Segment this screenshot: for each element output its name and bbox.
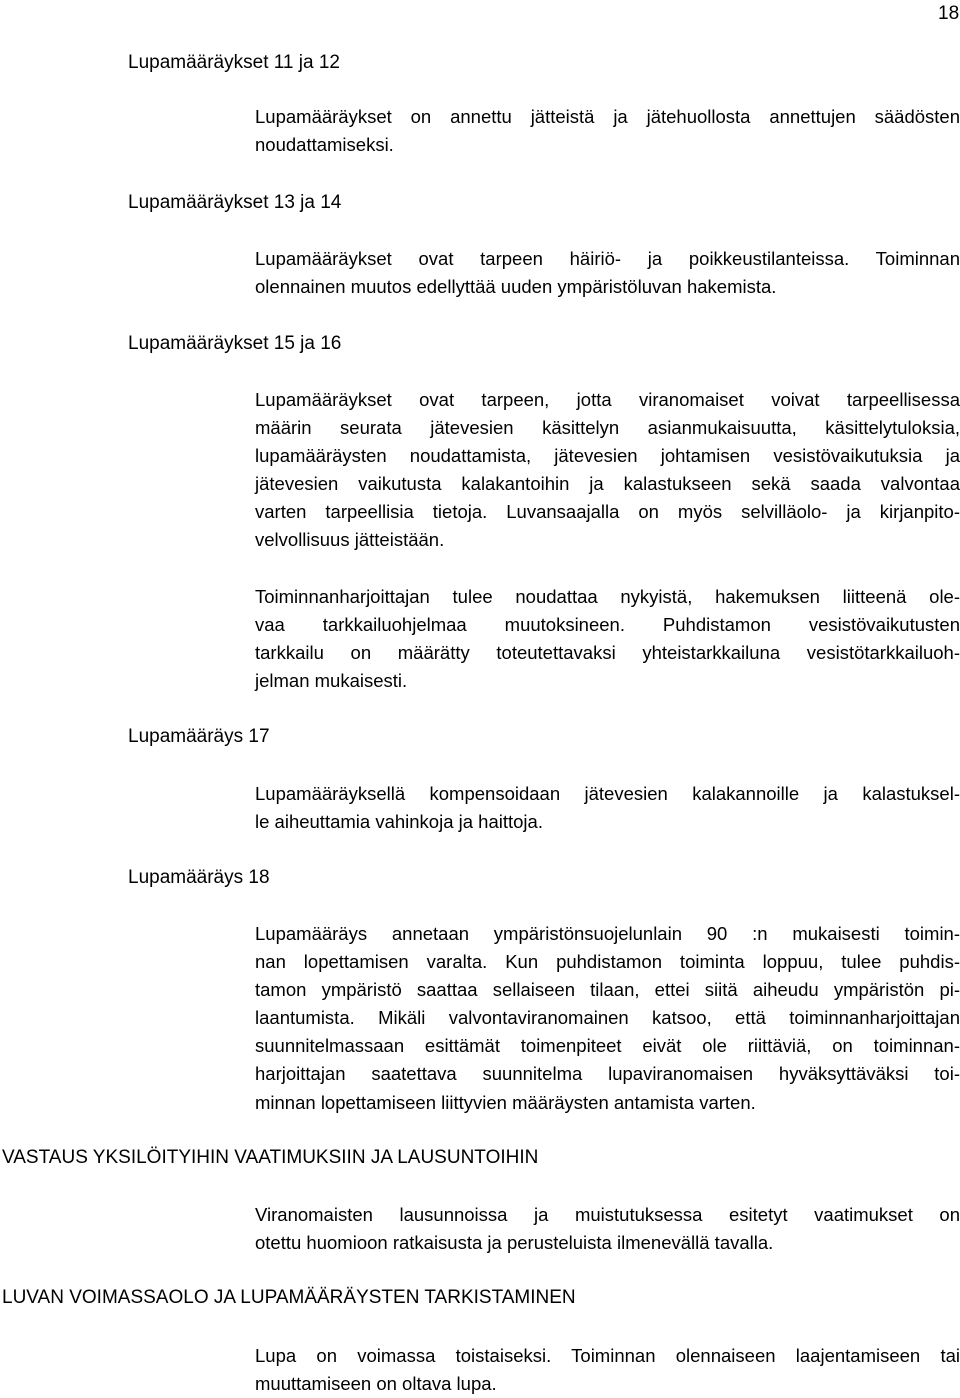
page-number: 18 bbox=[938, 3, 960, 24]
text-line: Lupamääräykset ovat tarpeen häiriö- ja poikkeustilanteissa. Toiminnan bbox=[255, 248, 960, 269]
text-line: vaa tarkkailuohjelmaa muutoksineen. Puhdistamon vesistövaikutusten bbox=[255, 614, 960, 636]
text-line: laantumista. Mikäli valvontaviranomainen katsoo, että toiminnanharjoittajan bbox=[255, 1007, 960, 1029]
section-heading-vastaus: VASTAUS YKSILÖITYIHIN VAATIMUKSIIN JA LAUSUNTOIHIN bbox=[2, 1147, 539, 1168]
text-line: varten tarpeellisia tietoja. Luvansaajalla on myös selvilläolo- ja kirjanpito- bbox=[255, 501, 960, 523]
paragraph-lupamaaraykset-15-16-a bbox=[255, 386, 960, 555]
heading-lupamaarays-17: Lupamääräys 17 bbox=[128, 726, 270, 747]
paragraph-lupamaarays-18 bbox=[255, 920, 960, 1117]
paragraph-lupamaaraykset-15-16-b bbox=[255, 583, 960, 695]
text-line: noudattamiseksi. bbox=[255, 134, 394, 156]
text-line: suunnitelmassaan esittämät toimenpiteet eivät ole riittäviä, on toiminnan- bbox=[255, 1035, 960, 1057]
heading-lupamaaraykset-13-14: Lupamääräykset 13 ja 14 bbox=[128, 192, 342, 213]
text-line: Lupamääräys annetaan ympäristönsuojelunlain 90 :n mukaisesti toimin- bbox=[255, 923, 960, 944]
text-line: Toiminnanharjoittajan tulee noudattaa nykyistä, hakemuksen liitteenä ole- bbox=[255, 586, 960, 607]
heading-lupamaarays-18: Lupamääräys 18 bbox=[128, 867, 270, 888]
text-line: minnan lopettamiseen liittyvien määräysten antamista varten. bbox=[255, 1091, 756, 1113]
text-line: jätevesien vaikutusta kalakantoihin ja kalastukseen sekä saada valvontaa bbox=[255, 473, 960, 495]
paragraph-luvan-voimassaolo bbox=[255, 1342, 960, 1398]
text-line: Lupamääräykset on annettu jätteistä ja jätehuollosta annettujen säädösten bbox=[255, 106, 960, 127]
text-line: olennainen muutos edellyttää uuden ympäristöluvan hakemista. bbox=[255, 276, 777, 298]
text-line: otettu huomioon ratkaisusta ja perusteluista ilmenevällä tavalla. bbox=[255, 1232, 774, 1254]
text-line: tarkkailu on määrätty toteutettavaksi yhteistarkkailuna vesistötarkkailuoh- bbox=[255, 642, 960, 664]
heading-lupamaaraykset-15-16: Lupamääräykset 15 ja 16 bbox=[128, 333, 342, 354]
paragraph-lupamaaraykset-11-12 bbox=[255, 103, 960, 159]
text-line: määrin seurata jätevesien käsittelyn asianmukaisuutta, käsittelytuloksia, bbox=[255, 417, 960, 439]
text-line: Lupamääräykset ovat tarpeen, jotta viranomaiset voivat tarpeellisessa bbox=[255, 389, 960, 410]
text-line: tamon ympäristö saattaa sellaiseen tilaan, ettei siitä aiheudu ympäristön pi- bbox=[255, 979, 960, 1001]
text-line: harjoittajan saatettava suunnitelma lupaviranomaisen hyväksyttäväksi toi- bbox=[255, 1063, 960, 1085]
paragraph-lupamaaraykset-13-14 bbox=[255, 245, 960, 301]
text-line: nan lopettamisen varalta. Kun puhdistamon toiminta loppuu, tulee puhdis- bbox=[255, 951, 960, 973]
text-line: le aiheuttamia vahinkoja ja haittoja. bbox=[255, 811, 543, 833]
text-line: velvollisuus jätteistään. bbox=[255, 529, 445, 551]
heading-lupamaaraykset-11-12: Lupamääräykset 11 ja 12 bbox=[128, 52, 340, 73]
text-line: jelman mukaisesti. bbox=[255, 670, 408, 692]
text-line: Viranomaisten lausunnoissa ja muistutuksessa esitetyt vaatimukset on bbox=[255, 1204, 960, 1225]
text-line: Lupamääräyksellä kompensoidaan jätevesien kalakannoille ja kalastuksel- bbox=[255, 783, 960, 804]
text-line: Lupa on voimassa toistaiseksi. Toiminnan olennaiseen laajentamiseen tai bbox=[255, 1345, 960, 1366]
paragraph-vastaus bbox=[255, 1201, 960, 1257]
section-heading-luvan-voimassaolo: LUVAN VOIMASSAOLO JA LUPAMÄÄRÄYSTEN TARKISTAMINEN bbox=[2, 1287, 576, 1308]
paragraph-lupamaarays-17 bbox=[255, 780, 960, 836]
text-line: muuttamiseen on oltava lupa. bbox=[255, 1373, 497, 1395]
text-line: lupamääräysten noudattamista, jätevesien johtamisen vesistövaikutuksia ja bbox=[255, 445, 960, 467]
